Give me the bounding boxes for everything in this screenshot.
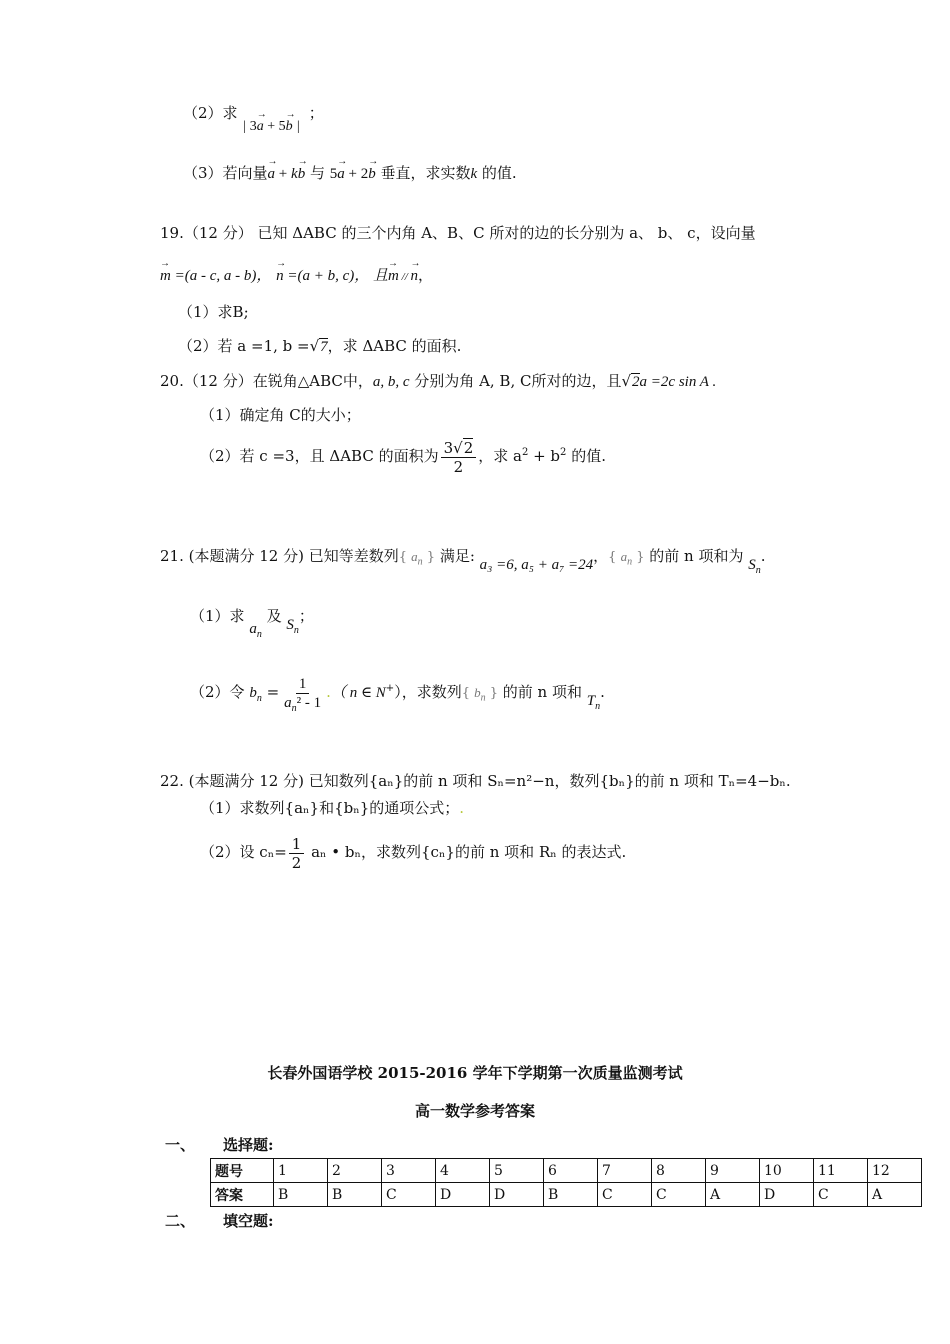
q21-tn-letter: T <box>586 693 596 709</box>
q21-p1-c: ； <box>298 607 314 625</box>
q21-part2: （2）令 $b_n$ = $\frac{1}{a_n^2 - 1}$ .（ n ∈ N+），求数列{ $b_n$ } 的前 n 项和 $T_n$. <box>190 675 605 714</box>
q21-brace-an: { $a_n$ } <box>398 549 436 568</box>
q20-plus-b: + b <box>528 447 561 465</box>
q18-p3-expr1: → a + k→ b <box>268 166 306 182</box>
question-number: 5 <box>490 1159 544 1183</box>
q18-p3-expr2: 5→ a + 2→ b <box>330 166 376 182</box>
q18-p3-k2: k <box>470 166 478 182</box>
q20-part1: （1）确定角 C的大小； <box>200 406 361 424</box>
q18-p2-label: （2）求 <box>183 104 238 122</box>
q19-comma: ， <box>418 266 434 284</box>
q21-bn2: b <box>474 685 481 700</box>
q18-p3-tail: 垂直，求实数 <box>375 164 471 182</box>
question-number: 8 <box>652 1159 706 1183</box>
q20-stem-c: a =2c sin A . <box>639 374 717 390</box>
answer-key: D <box>490 1183 544 1207</box>
q20-stem-b: 分别为角 A, B, C所对的边，且 <box>409 372 622 390</box>
question-number: 2 <box>328 1159 382 1183</box>
q19-vec-n: → n <box>276 265 284 287</box>
q21-sn: $S_n$ <box>748 557 761 576</box>
answer-key: B <box>274 1183 328 1207</box>
q21-stem-a: 21. (本题满分 12 分) 已知等差数列 <box>160 547 399 565</box>
answer-key: C <box>652 1183 706 1207</box>
q21-stem-c: ， <box>593 547 609 565</box>
q21-an: a <box>411 549 418 564</box>
answer-key: A <box>706 1183 760 1207</box>
question-number: 1 <box>274 1159 328 1183</box>
q21-p2-d: 的前 n 项和 <box>498 683 587 701</box>
answer-sub-title: 高一数学参考答案 <box>414 1102 535 1120</box>
q22-stem: 22. (本题满分 12 分) 已知数列{aₙ}的前 n 项和 Sₙ=n²−n，数列{bₙ}的前 n 项和 Tₙ=4−bₙ. <box>160 772 791 790</box>
q19-n-expr: =(a + b, c)， 且 <box>283 268 389 284</box>
q18-p2-coef-a: 3 <box>249 119 257 134</box>
q19-sqrt7: 7 <box>320 339 328 355</box>
answer-table <box>210 1158 922 1207</box>
section2-heading <box>165 1210 274 1232</box>
q21-bn-fraction: $\frac{1}{a_n^2 - 1}$ <box>284 675 322 714</box>
answer-key: A <box>868 1183 922 1207</box>
section1-heading <box>165 1134 274 1156</box>
q19-m-expr: =(a - c, a - b)， <box>170 268 272 284</box>
section2-num: 二、 <box>165 1212 196 1230</box>
q18-p3-label: （3）若向量 <box>183 164 268 182</box>
question-number: 6 <box>544 1159 598 1183</box>
q21-part1 <box>190 605 314 640</box>
q18-p3-k: k <box>291 166 298 182</box>
q18-p2-tail: ； <box>308 104 324 122</box>
q20-sq-a: 2 <box>521 447 529 458</box>
row-label-answers: 答案 <box>211 1183 274 1207</box>
q19-vectors <box>160 264 433 288</box>
q20-stem-a: 20.（12 分）在锐角△ABC中， <box>160 372 373 390</box>
q21-p2-c: ），求数列 <box>394 683 462 701</box>
q22-part2 <box>200 832 626 872</box>
q21-bn: $b_n$ <box>249 685 262 704</box>
q19-vec-n2: → n <box>411 265 419 287</box>
q21-stem-end: . <box>760 547 766 565</box>
q21-p2-b: （ n ∈ N <box>330 685 386 701</box>
q19-sqrt-sign: √ <box>309 337 320 355</box>
section1-num: 一、 <box>165 1136 196 1154</box>
answer-table-row-numbers <box>211 1159 922 1183</box>
q22-p2-b: aₙ • bₙ，求数列{cₙ}的前 n 项和 Rₙ 的表达式. <box>306 843 627 861</box>
q20-frac-coef: 3 <box>443 438 454 457</box>
q18-p3-plus: + <box>275 166 292 182</box>
q22-p2-a: （2）设 cₙ= <box>200 843 287 861</box>
q21-sn-letter: S <box>748 557 756 573</box>
q22-half-fraction <box>289 835 305 872</box>
answer-school-title: 长春外国语学校 2015-2016 学年下学期第一次质量监测考试 <box>267 1064 683 1082</box>
q21-p1-sn: $S_n$ <box>286 617 299 636</box>
q21-p1-an-letter: a <box>249 621 257 637</box>
question-number: 10 <box>760 1159 814 1183</box>
row-label-numbers: 题号 <box>211 1159 274 1183</box>
q20-vars: a, b, c <box>372 374 410 390</box>
q20-sqrt2: 2 <box>632 374 640 390</box>
section2-label: 填空题: <box>223 1212 274 1230</box>
question-number: 9 <box>706 1159 760 1183</box>
answer-key: C <box>814 1183 868 1207</box>
question-number: 12 <box>868 1159 922 1183</box>
q20-stem <box>160 370 716 393</box>
q21-stem <box>160 545 766 576</box>
q21-brace-an2: { $a_n$ } <box>608 549 645 568</box>
q20-sqrt-sign: √ <box>621 372 632 390</box>
q20-area-fraction: $\frac{3√2}{2}$ <box>441 439 477 476</box>
q21-p2-e: . <box>600 683 605 701</box>
q21-frac-den-tail: ² - 1 <box>296 694 322 711</box>
answer-key: B <box>328 1183 382 1207</box>
q20-frac-sqrt: 2 <box>463 438 474 457</box>
q20-sq-b: 2 <box>560 447 567 458</box>
q18-p3-coef5: 5 <box>329 166 338 182</box>
q21-p1-sn-letter: S <box>286 617 294 633</box>
q22-frac-num: 1 <box>289 835 305 854</box>
q18-p2-coef-b: + 5 <box>263 119 286 134</box>
q22-p1-text: （1）求数列{aₙ}和{bₙ}的通项公式； <box>200 799 460 817</box>
answer-key: D <box>760 1183 814 1207</box>
q19-p2-tail: ，求 ΔABC 的面积. <box>327 337 462 355</box>
q21-p2-a: （2）令 <box>190 683 250 701</box>
section1-label: 选择题: <box>223 1136 274 1154</box>
q20-part2 <box>200 436 606 476</box>
answer-table-row-keys <box>211 1183 922 1207</box>
q18-p3-mid: 与 <box>305 164 330 182</box>
q21-tn: $T_n$ <box>586 693 601 712</box>
q19-parallel: // <box>398 271 411 283</box>
q19-part2 <box>178 335 461 358</box>
q19-p2-text: （2）若 a =1, b = <box>178 337 310 355</box>
question-number: 11 <box>814 1159 868 1183</box>
q21-an2: a <box>620 549 628 564</box>
q21-bn-letter: b <box>249 685 257 701</box>
q21-brace-bn: { $b_n$ } <box>461 685 499 704</box>
answer-key: D <box>436 1183 490 1207</box>
answer-key: B <box>544 1183 598 1207</box>
q19-vec-m: → m <box>160 265 171 287</box>
question-number: 4 <box>436 1159 490 1183</box>
q20-p2-b: ，求 a <box>478 447 522 465</box>
question-number: 7 <box>598 1159 652 1183</box>
q21-condition: a₃ =6, a₅ + a₇ =24 <box>479 557 594 573</box>
q21-p1-b: 及 <box>261 607 287 625</box>
q19-stem: 19.（12 分） 已知 ΔABC 的三个内角 A、B、C 所对的边的长分别为 a、 b、 c，设向量 <box>160 224 756 242</box>
q21-p1-a: （1）求 <box>190 607 250 625</box>
answer-key: C <box>382 1183 436 1207</box>
q20-p2-a: （2）若 c =3，且 ΔABC 的面积为 <box>200 447 439 465</box>
q18-part2 <box>183 102 324 134</box>
q18-part3 <box>183 162 517 185</box>
q22-part1: （1）求数列{aₙ}和{bₙ}的通项公式；. <box>200 799 465 817</box>
answer-key: C <box>598 1183 652 1207</box>
q22-frac-den: 2 <box>291 853 302 872</box>
q18-p3-coef2: + 2 <box>344 166 369 182</box>
q20-p2-c: 的值. <box>566 447 606 465</box>
q19-vec-m2: → m <box>388 265 399 287</box>
q21-frac-den: a <box>284 694 292 711</box>
q21-stem-b: 满足: <box>435 547 480 565</box>
q18-p2-expr: | 3→ a + 5→ b | <box>242 119 300 134</box>
q18-p3-end: 的值. <box>477 164 517 182</box>
q21-stem-d: 的前 n 项和为 <box>644 547 749 565</box>
q20-frac-den: 2 <box>453 457 464 476</box>
q19-part1: （1）求B; <box>178 303 249 321</box>
q21-frac-num: 1 <box>296 675 310 694</box>
question-number: 3 <box>382 1159 436 1183</box>
q21-p1-an: $a_n$ <box>249 621 262 640</box>
